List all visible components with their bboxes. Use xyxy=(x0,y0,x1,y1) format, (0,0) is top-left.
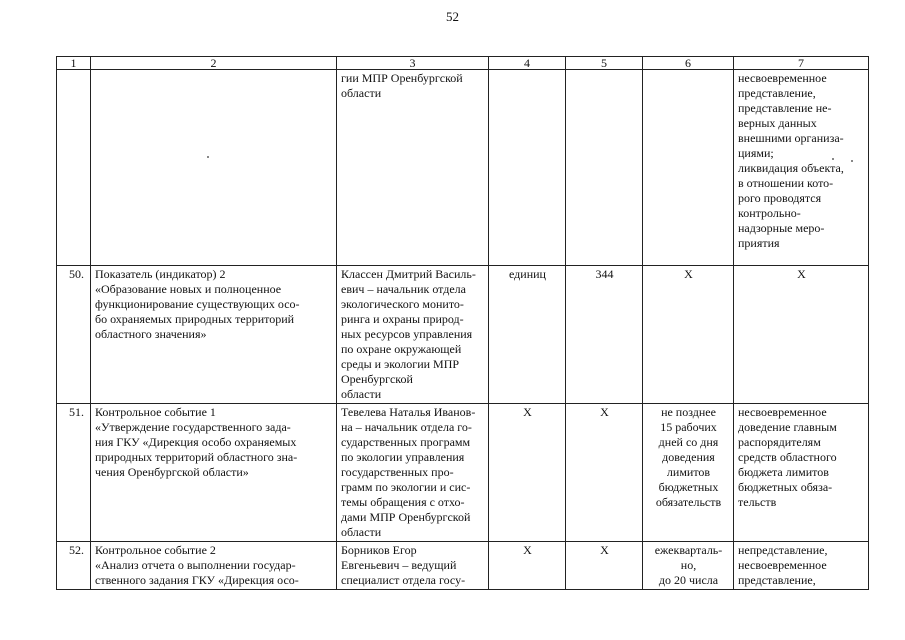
table-row xyxy=(57,70,869,266)
document-table xyxy=(56,56,869,590)
responsible-cell: Тевелева Наталья Иванов- на – начальник отдела го- сударственных программ по экологии управления государственных про- грамм по экологии и сис- темы обращения с отхо- дами МПР Оренбургской области xyxy=(337,404,489,542)
scan-speck xyxy=(851,160,853,162)
row-number: 52. xyxy=(57,542,91,590)
column-header-4: 4 xyxy=(489,57,566,70)
column-header-2: 2 xyxy=(91,57,337,70)
responsible-cell: Классен Дмитрий Василь- евич – начальник отдела экологического монито- ринга и охраны природ- ных ресурсов управления по охране окружающей среды и экологии МПР Оренбургской области xyxy=(337,266,489,404)
column-header-5: 5 xyxy=(566,57,643,70)
risks-cell: непредставление, несвоевременное представление, xyxy=(734,542,869,590)
table-row xyxy=(57,404,869,542)
value-cell: Х xyxy=(566,542,643,590)
responsible-cell: гии МПР Оренбургской области xyxy=(337,70,489,266)
unit-cell xyxy=(489,70,566,266)
column-header-7: 7 xyxy=(734,57,869,70)
indicator-cell: Показатель (индикатор) 2 «Образование новых и полноценное функционирование существующих осо- бо охраняемых природных территорий областного значения» xyxy=(91,266,337,404)
unit-cell: Х xyxy=(489,542,566,590)
deadline-cell: Х xyxy=(643,266,734,404)
responsible-cell: Борников Егор Евгеньевич – ведущий специалист отдела госу- xyxy=(337,542,489,590)
unit-cell: единиц xyxy=(489,266,566,404)
indicator-cell: Контрольное событие 1 «Утверждение государственного зада- ния ГКУ «Дирекция особо охраняемых природных территорий областного зна- чения Оренбургской области» xyxy=(91,404,337,542)
row-number: 51. xyxy=(57,404,91,542)
risks-cell: несвоевременное представление, представление не- верных данных внешними организа- циями; ликвидация объекта, в отношении кото- рого проводятся контрольно- надзорные меро- приятия xyxy=(734,70,869,266)
value-cell xyxy=(566,70,643,266)
value-cell: 344 xyxy=(566,266,643,404)
indicator-cell xyxy=(91,70,337,266)
table-header-row xyxy=(57,57,869,70)
scan-speck xyxy=(207,156,209,158)
risks-cell: несвоевременное доведение главным распорядителям средств областного бюджета лимитов бюджетных обяза- тельств xyxy=(734,404,869,542)
column-header-1: 1 xyxy=(57,57,91,70)
scan-speck xyxy=(832,158,834,160)
deadline-cell: не позднее 15 рабочих дней со дня доведения лимитов бюджетных обязательств xyxy=(643,404,734,542)
column-header-6: 6 xyxy=(643,57,734,70)
column-header-3: 3 xyxy=(337,57,489,70)
unit-cell: Х xyxy=(489,404,566,542)
risks-cell: Х xyxy=(734,266,869,404)
value-cell: Х xyxy=(566,404,643,542)
row-number: 50. xyxy=(57,266,91,404)
table-row xyxy=(57,542,869,590)
deadline-cell: ежекварталь- но, до 20 числа xyxy=(643,542,734,590)
deadline-cell xyxy=(643,70,734,266)
table-row xyxy=(57,266,869,404)
indicator-cell: Контрольное событие 2 «Анализ отчета о выполнении государ- ственного задания ГКУ «Дирекция осо- xyxy=(91,542,337,590)
row-number xyxy=(57,70,91,266)
page-number: 52 xyxy=(446,9,459,24)
